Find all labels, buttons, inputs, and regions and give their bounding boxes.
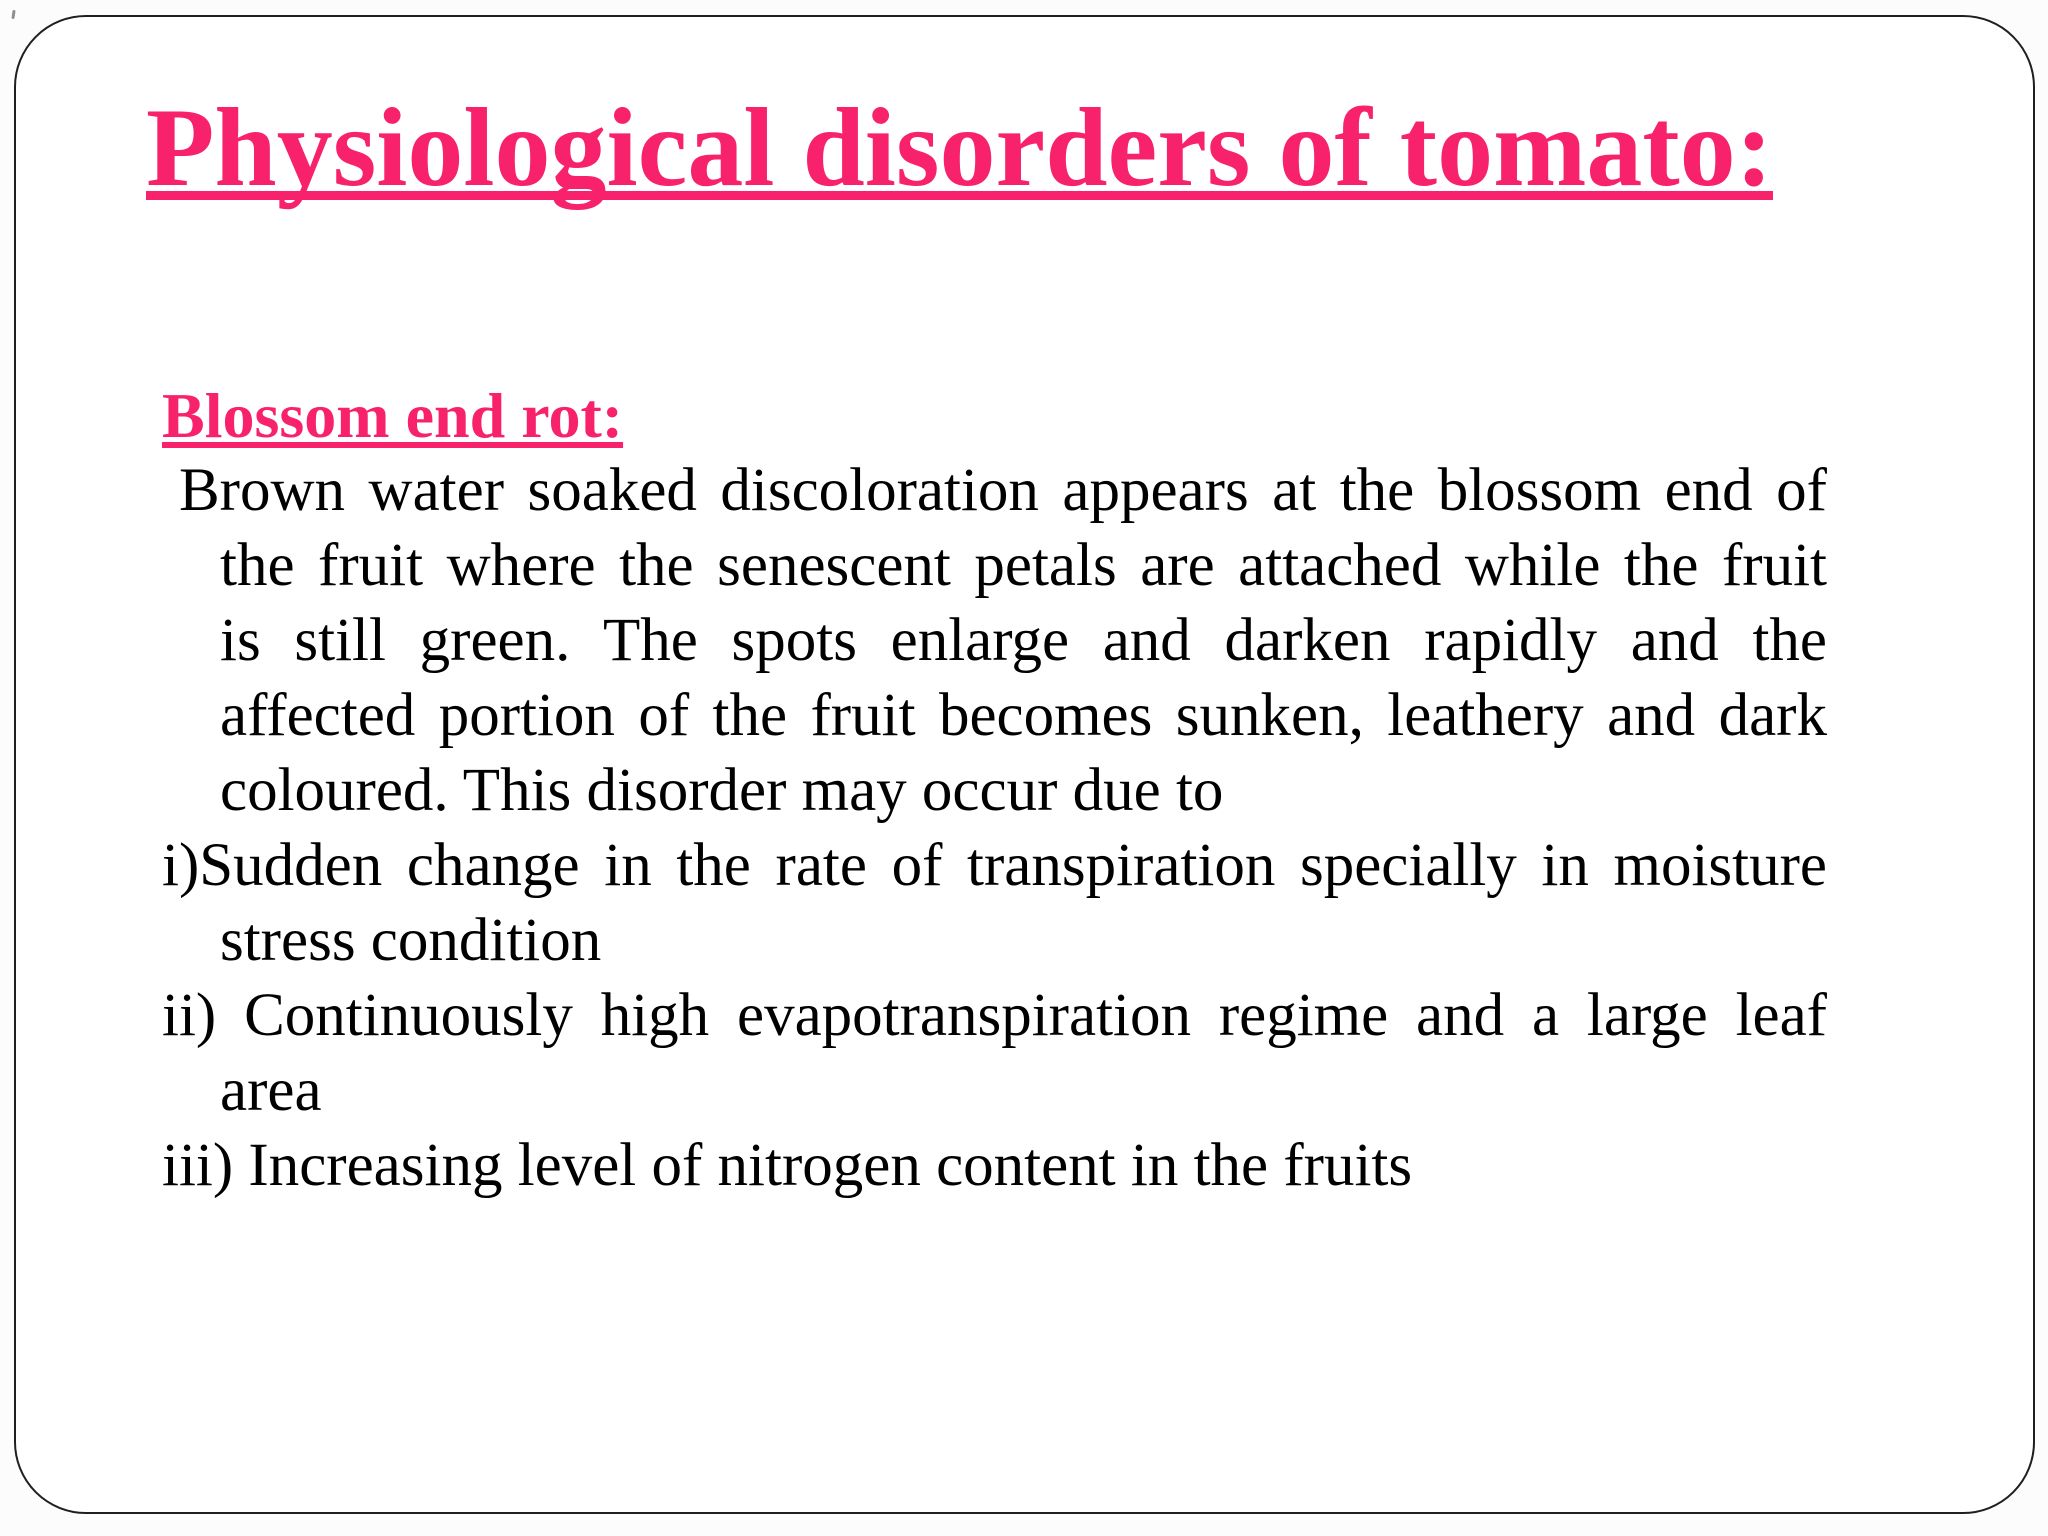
- text-line: ii) Continuously high evapotranspiration regime and a large leaf: [162, 982, 1827, 1049]
- text-line: the fruit where the senescent petals are attached while the fruit: [220, 532, 1827, 599]
- text-line: iii) Increasing level of nitrogen content in the fruits: [162, 1132, 1413, 1199]
- text-line: is still green. The spots enlarge and darken rapidly and the: [220, 607, 1827, 674]
- text-line: area: [220, 1057, 322, 1124]
- section-heading: Blossom end rot:: [162, 380, 624, 451]
- text-line: coloured. This disorder may occur due to: [220, 757, 1224, 824]
- body-text: [162, 453, 1827, 1203]
- text-line: affected portion of the fruit becomes sunken, leathery and dark: [220, 682, 1827, 749]
- text-line: i)Sudden change in the rate of transpiration specially in moisture: [162, 832, 1827, 899]
- text-line: Brown water soaked discoloration appears at the blossom end of: [179, 457, 1827, 524]
- slide-frame: [14, 15, 2035, 1514]
- slide-title: Physiological disorders of tomato:: [146, 86, 1773, 210]
- corner-speck: [11, 10, 15, 19]
- slide-body: [162, 378, 1827, 1203]
- text-line: stress condition: [220, 907, 602, 974]
